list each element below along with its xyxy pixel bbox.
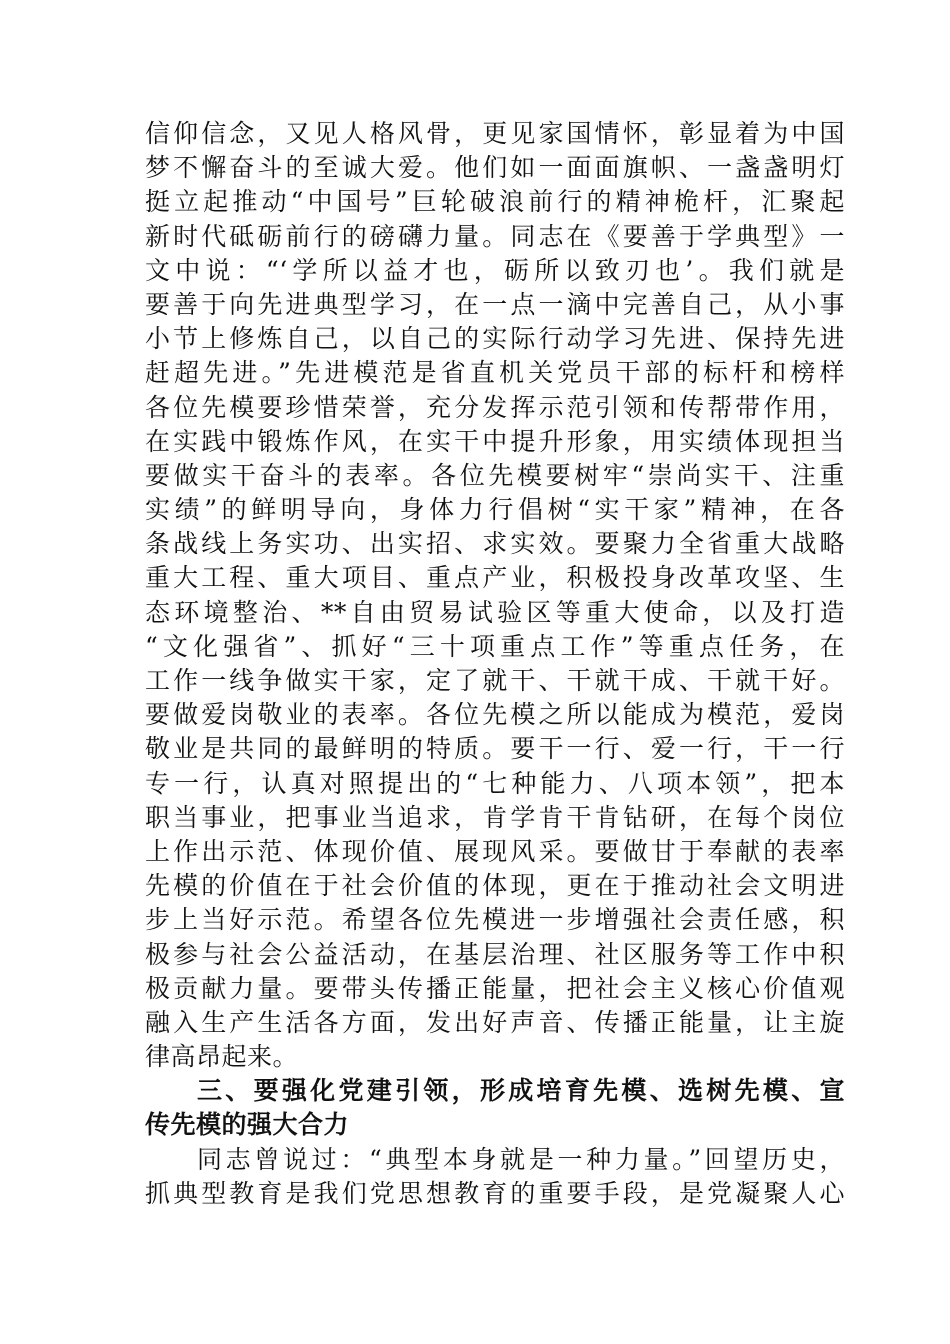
text-line: “文化强省”、抓好“三十项重点工作”等重点任务，在 [145, 631, 845, 661]
text-line: 新时代砥砺前行的磅礴力量。同志在《要善于学典型》一 [145, 221, 845, 251]
text-line: 小节上修炼自己，以自己的实际行动学习先进、保持先进 [145, 324, 845, 354]
text-line: 抓典型教育是我们党思想教育的重要手段，是党凝聚人心 [145, 1178, 845, 1208]
text-line: 赶超先进。”先进模范是省直机关党员干部的标杆和榜样 [145, 358, 845, 388]
text-line: 敬业是共同的最鲜明的特质。要干一行、爱一行，干一行 [145, 734, 845, 764]
text-line: 要善于向先进典型学习，在一点一滴中完善自己，从小事 [145, 289, 845, 319]
text-line: 步上当好示范。希望各位先模进一步增强社会责任感，积 [145, 905, 845, 935]
text-line: 梦不懈奋斗的至诚大爱。他们如一面面旗帜、一盏盏明灯 [145, 153, 845, 183]
text-line: 重大工程、重大项目、重点产业，积极投身改革攻坚、生 [145, 563, 845, 593]
section-heading: 传先模的强大合力 [145, 1110, 350, 1140]
document-body [145, 117, 845, 1211]
text-line: 专一行，认真对照提出的“七种能力、八项本领”，把本 [145, 768, 845, 798]
text-line: 极参与社会公益活动，在基层治理、社区服务等工作中积 [145, 939, 845, 969]
text-line: 信仰信念，又见人格风骨，更见家国情怀，彰显着为中国 [145, 119, 845, 148]
text-line: 职当事业，把事业当追求，肯学肯干肯钻研，在每个岗位 [145, 802, 845, 832]
text-line: 实绩”的鲜明导向，身体力行倡树“实干家”精神，在各 [145, 495, 845, 525]
text-line: 工作一线争做实干家，定了就干、干就干成、干就干好。 [145, 666, 845, 695]
text-line: 要做爱岗敬业的表率。各位先模之所以能成为模范，爱岗 [145, 700, 845, 730]
text-line: 律高昂起来。 [145, 1042, 299, 1072]
text-line: 先模的价值在于社会价值的体现，更在于推动社会文明进 [145, 871, 845, 901]
text-line: 上作出示范、体现价值、展现风采。要做甘于奉献的表率 [145, 836, 845, 866]
text-line: 各位先模要珍惜荣誉，充分发挥示范引领和传帮带作用， [145, 392, 845, 422]
text-line: 在实践中锻炼作风，在实干中提升形象，用实绩体现担当 [145, 426, 845, 456]
section-heading: 三、要强化党建引领，形成培育先模、选树先模、宣 [197, 1076, 845, 1106]
text-line: 极贡献力量。要带头传播正能量，把社会主义核心价值观 [145, 973, 845, 1003]
text-line: 要做实干奋斗的表率。各位先模要树牢“崇尚实干、注重 [145, 460, 845, 490]
text-line: 挺立起推动“中国号”巨轮破浪前行的精神桅杆，汇聚起 [145, 187, 845, 217]
text-line: 条战线上务实功、出实招、求实效。要聚力全省重大战略 [145, 529, 845, 559]
text-line: 同志曾说过：“典型本身就是一种力量。”回望历史， [197, 1144, 845, 1174]
text-line: 文中说：“‘学所以益才也，砺所以致刃也’。我们就是 [145, 255, 845, 285]
text-line: 态环境整治、**自由贸易试验区等重大使命，以及打造 [145, 597, 845, 627]
text-line: 融入生产生活各方面，发出好声音、传播正能量，让主旋 [145, 1007, 845, 1037]
